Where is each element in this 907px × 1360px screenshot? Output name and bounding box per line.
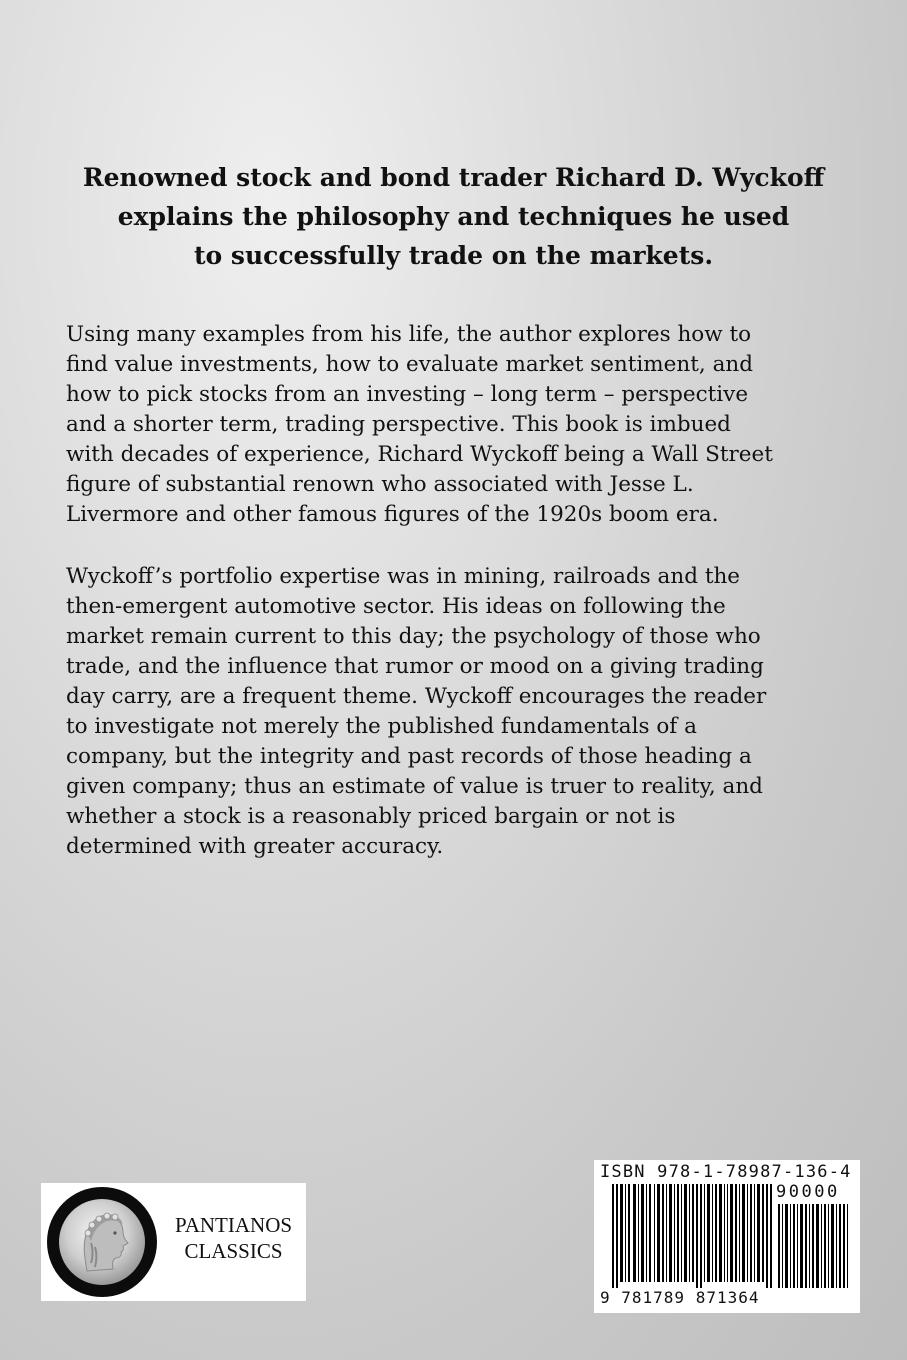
price-code: 90000: [776, 1182, 840, 1202]
paragraph-line: whether a stock is a reasonably priced bargain or not is: [66, 804, 676, 829]
paragraph-line: with decades of experience, Richard Wyckoff being a Wall Street: [66, 442, 773, 467]
paragraph-line: market remain current to this day; the psychology of those who: [66, 624, 761, 649]
tagline: [60, 158, 847, 275]
paragraph-line: how to pick stocks from an investing – long term – perspective: [66, 382, 749, 407]
publisher-logo-panel: [41, 1183, 306, 1301]
paragraph-line: and a shorter term, trading perspective. This book is imbued: [66, 412, 731, 437]
paragraph-line: Wyckoff’s portfolio expertise was in mining, railroads and the: [66, 564, 741, 589]
paragraph-line: day carry, are a frequent theme. Wyckoff encourages the reader: [66, 684, 767, 709]
publisher-name-line-2: CLASSICS: [184, 1239, 283, 1263]
tagline-line: Renowned stock and bond trader Richard D. Wyckoff: [82, 163, 825, 192]
isbn-barcode: [594, 1160, 860, 1313]
paragraph-line: company, but the integrity and past records of those heading a: [66, 744, 752, 769]
paragraph-line: to investigate not merely the published fundamentals of a: [66, 714, 697, 739]
description-paragraph-2: [66, 562, 856, 862]
paragraph-line: then-emergent automotive sector. His ideas on following the: [66, 594, 726, 619]
isbn-label: ISBN 978-1-78987-136-4: [600, 1162, 852, 1182]
description-paragraph-1: [66, 320, 856, 530]
publisher-name-line-1: PANTIANOS: [174, 1213, 293, 1237]
tagline-line: explains the philosophy and techniques he used: [117, 202, 790, 231]
paragraph-line: Using many examples from his life, the author explores how to: [66, 322, 752, 347]
ean-digits: 9 781789 871364: [600, 1288, 760, 1307]
paragraph-line: Livermore and other famous figures of the 1920s boom era.: [66, 502, 719, 527]
tagline-line: to successfully trade on the markets.: [193, 241, 714, 270]
paragraph-line: find value investments, how to evaluate market sentiment, and: [66, 352, 753, 377]
paragraph-line: determined with greater accuracy.: [66, 834, 444, 859]
paragraph-line: trade, and the influence that rumor or mood on a giving trading: [66, 654, 764, 679]
coin-portrait-icon: [47, 1187, 157, 1297]
paragraph-line: figure of substantial renown who associated with Jesse L.: [66, 472, 694, 497]
paragraph-line: given company; thus an estimate of value is truer to reality, and: [66, 774, 763, 799]
